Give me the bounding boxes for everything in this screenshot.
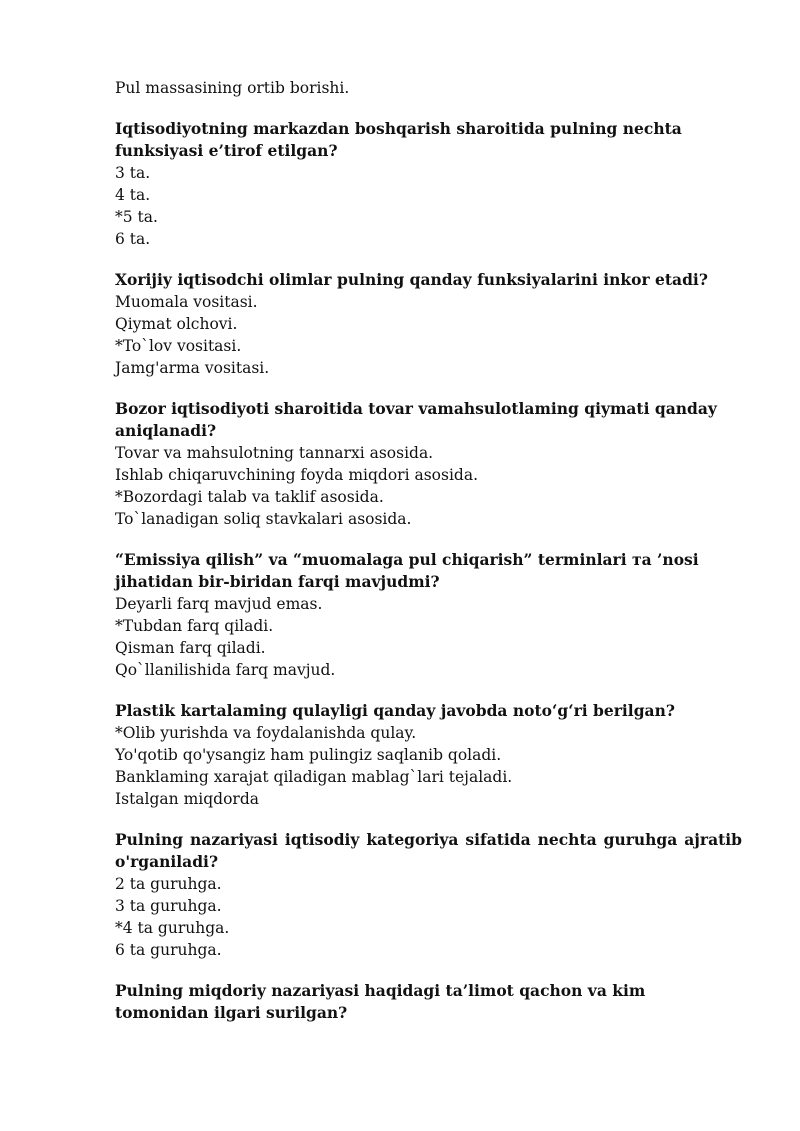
question-block-3 [115,398,742,530]
answer-option: To`lanadigan soliq stavkalari asosida. [115,510,412,528]
answer-option: 6 ta. [115,230,151,248]
question-text: Plastik kartalaming qulayligi qanday javobda noto‘g‘ri berilgan? [115,701,675,720]
question-block-7 [115,980,742,1024]
answer-option: Tovar va mahsulotning tannarxi asosida. [115,444,434,462]
question-block-6 [115,829,742,961]
document-page [115,77,742,1043]
question-block-5 [115,700,742,810]
answer-option: 3 ta guruhga. [115,897,222,915]
answer-option: Yo'qotib qo'ysangiz ham pulingiz saqlanib qoladi. [115,746,502,764]
answer-option: 3 ta. [115,164,151,182]
answer-option: 2 ta guruhga. [115,875,222,893]
question-text: “Emissiya qilish” va “muomalaga pul chiqarish” terminlari та ’nosi jihatidan bir-biridan farqi mavjudmi? [115,550,699,591]
answer-option: 4 ta. [115,186,151,204]
question-block-4 [115,549,742,681]
question-text: Bozor iqtisodiyoti sharoitida tovar vamahsulotlaming qiymati qanday aniqlanadi? [115,399,717,440]
answer-option: Qisman farq qiladi. [115,639,266,657]
answer-option: 6 ta guruhga. [115,941,222,959]
answer-option: Muomala vositasi. [115,293,258,311]
question-text: Pulning nazariyasi iqtisodiy kategoriya sifatida nechta guruhga ajratib o'rganiladi? [115,830,742,871]
answer-option-correct: *Bozordagi talab va taklif asosida. [115,488,384,506]
answer-option-correct: *4 ta guruhga. [115,919,230,937]
answer-option-correct: *Olib yurishda va foydalanishda qulay. [115,724,417,742]
intro-answer-line: Pul massasining ortib borishi. [115,79,350,97]
question-block-1 [115,118,742,250]
question-text: Iqtisodiyotning markazdan boshqarish sharoitida pulning nechta funksiyasi e’tirof etilgan? [115,119,682,160]
answer-option: Ishlab chiqaruvchining foyda miqdori asosida. [115,466,479,484]
answer-option: Jamg'arma vositasi. [115,359,270,377]
question-block-2 [115,269,742,379]
answer-option-correct: *To`lov vositasi. [115,337,242,355]
answer-option-correct: *Tubdan farq qiladi. [115,617,274,635]
answer-option: Qiymat olchovi. [115,315,238,333]
question-text: Pulning miqdoriy nazariyasi haqidagi ta’limot qachon va kim tomonidan ilgari surilgan? [115,981,646,1022]
answer-option: Deyarli farq mavjud emas. [115,595,323,613]
answer-option: Banklaming xarajat qiladigan mablag`lari tejaladi. [115,768,513,786]
question-text: Xorijiy iqtisodchi olimlar pulning qanday funksiyalarini inkor etadi? [115,270,708,289]
answer-option: Istalgan miqdorda [115,790,259,808]
answer-option-correct: *5 ta. [115,208,158,226]
answer-option: Qo`llanilishida farq mavjud. [115,661,336,679]
